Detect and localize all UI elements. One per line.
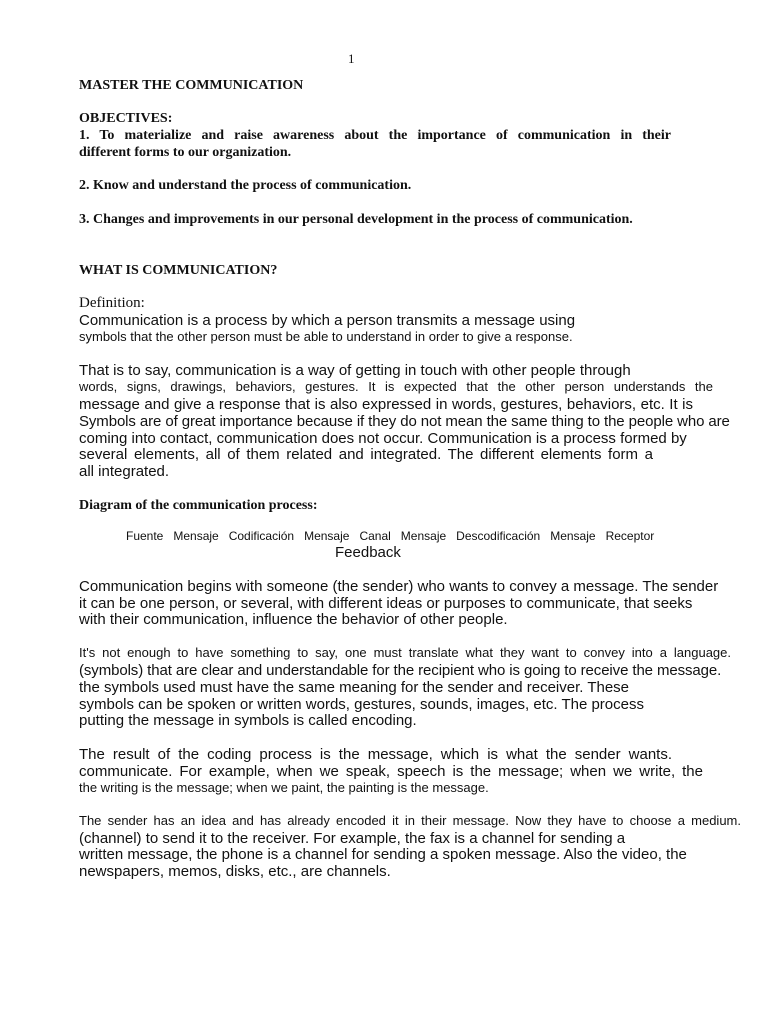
page-number: 1: [348, 51, 355, 66]
diagram-feedback: Feedback: [335, 544, 401, 561]
objective-1-line-1: 1. To materialize and raise awareness about the importance of communication in their: [79, 128, 671, 143]
objective-3: 3. Changes and improvements in our personal development in the process of communication.: [79, 212, 633, 227]
para1-line-7: all integrated.: [79, 463, 170, 480]
para4-line-2: communicate. For example, when we speak, speech is the message; when we write, the: [79, 763, 703, 780]
para3-line-2: (symbols) that are clear and understandable for the recipient who is going to receive the message.: [79, 662, 722, 679]
para1-line-2: words, signs, drawings, behaviors, gestures. It is expected that the other person understands the: [79, 379, 713, 394]
para5-line-3: written message, the phone is a channel for sending a spoken message. Also the video, the: [79, 846, 687, 863]
para1-line-4: Symbols are of great importance because if they do not mean the same thing to the people who are: [79, 413, 730, 430]
para1-line-5: coming into contact, communication does not occur. Communication is a process formed by: [79, 430, 687, 447]
para5-line-1: The sender has an idea and has already encoded it in their message. Now they have to choose a medium.: [79, 813, 741, 828]
para3-line-1: It's not enough to have something to say, one must translate what they want to convey into a language.: [79, 645, 731, 660]
document-title: MASTER THE COMMUNICATION: [79, 78, 304, 93]
para1-line-6: several elements, all of them related and integrated. The different elements form a: [79, 446, 653, 463]
objectives-heading: OBJECTIVES:: [79, 111, 173, 126]
definition-line-2: symbols that the other person must be able to understand in order to give a response.: [79, 329, 573, 344]
objective-1-line-2: different forms to our organization.: [79, 145, 292, 160]
para3-line-5: putting the message in symbols is called encoding.: [79, 712, 417, 729]
section-heading-what-is-communication: WHAT IS COMMUNICATION?: [79, 263, 278, 278]
para5-line-2: (channel) to send it to the receiver. For example, the fax is a channel for sending a: [79, 830, 626, 847]
para2-line-3: with their communication, influence the behavior of other people.: [79, 611, 508, 628]
para4-line-3: the writing is the message; when we paint, the painting is the message.: [79, 780, 489, 795]
objective-2: 2. Know and understand the process of communication.: [79, 178, 412, 193]
para5-line-4: newspapers, memos, disks, etc., are channels.: [79, 863, 391, 880]
definition-line-1: Communication is a process by which a person transmits a message using: [79, 312, 576, 329]
diagram-heading: Diagram of the communication process:: [79, 498, 318, 513]
para1-line-1: That is to say, communication is a way of getting in touch with other people through: [79, 362, 631, 379]
para3-line-3: the symbols used must have the same meaning for the sender and receiver. These: [79, 679, 630, 696]
para3-line-4: symbols can be spoken or written words, gestures, sounds, images, etc. The process: [79, 696, 644, 713]
diagram-sequence: Fuente Mensaje Codificación Mensaje Canal Mensaje Descodificación Mensaje Receptor: [126, 529, 655, 543]
para4-line-1: The result of the coding process is the message, which is what the sender wants.: [79, 746, 672, 763]
para1-line-3: message and give a response that is also expressed in words, gestures, behaviors, etc. It is: [79, 396, 693, 413]
para2-line-1: Communication begins with someone (the sender) who wants to convey a message. The sender: [79, 578, 719, 595]
para2-line-2: it can be one person, or several, with different ideas or purposes to communicate, that seeks: [79, 595, 693, 612]
definition-label: Definition:: [79, 295, 145, 311]
